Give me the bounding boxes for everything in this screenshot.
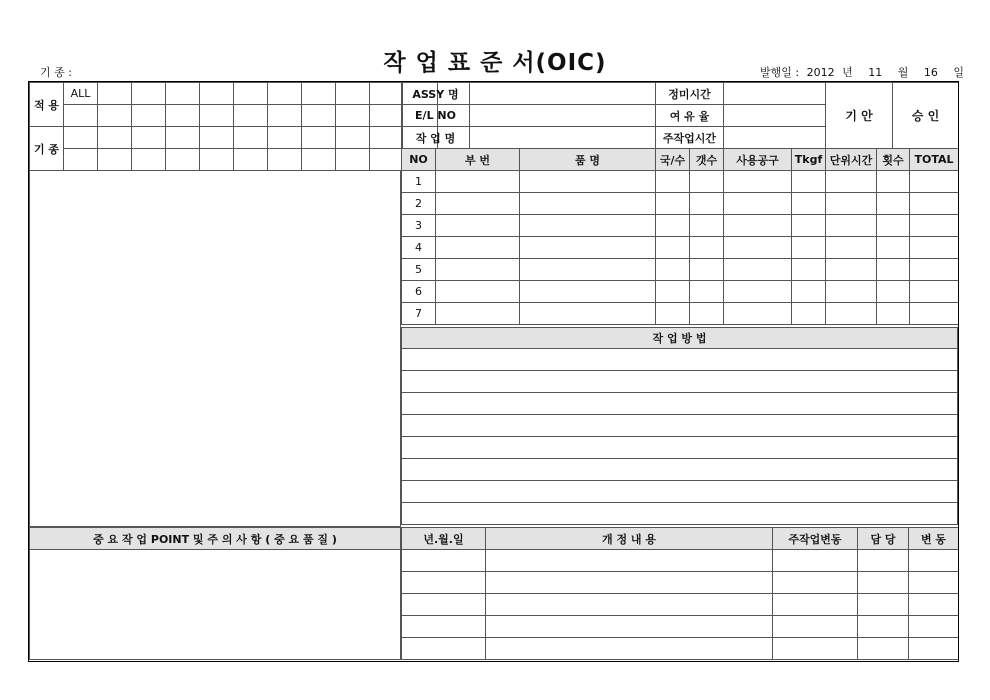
parts-row-number: 2 [402,193,436,215]
revision-row [402,572,959,594]
method-line [402,459,958,481]
parts-row-number: 1 [402,171,436,193]
parts-cell[interactable] [690,281,724,303]
parts-cell[interactable] [690,215,724,237]
parts-cell[interactable] [910,281,959,303]
parts-row [402,193,959,215]
grid-cell[interactable] [370,83,403,105]
method-line [402,349,958,371]
net-time-label: 정미시간 [656,83,724,105]
parts-cell[interactable] [690,259,724,281]
grid-cell[interactable] [370,127,403,149]
parts-cell[interactable] [724,237,792,259]
grid-cell[interactable] [302,83,336,105]
revision-cell[interactable] [773,616,858,638]
grid-cell[interactable] [132,127,166,149]
parts-cell[interactable] [436,171,520,193]
parts-cell[interactable] [877,215,910,237]
parts-cell[interactable] [520,281,656,303]
parts-cell[interactable] [910,215,959,237]
grid-cell[interactable] [200,149,234,171]
parts-cell[interactable] [910,303,959,325]
method-line [402,371,958,393]
method-line [402,481,958,503]
revision-header-cell: 변 동 [909,528,959,550]
parts-cell[interactable] [792,215,826,237]
parts-cell[interactable] [690,303,724,325]
revision-row [402,616,959,638]
revision-cell[interactable] [773,594,858,616]
revision-cell[interactable] [402,594,486,616]
parts-row-number: 4 [402,237,436,259]
parts-cell[interactable] [826,237,877,259]
parts-row [402,259,959,281]
point-table [29,527,401,660]
parts-cell[interactable] [656,215,690,237]
parts-cell[interactable] [656,193,690,215]
parts-cell[interactable] [826,193,877,215]
grid-cell[interactable] [200,83,234,105]
parts-row [402,171,959,193]
assy-label: ASSY 명 [402,83,470,105]
grid-cell[interactable] [64,105,98,127]
issue-year: 2012 [806,66,835,79]
parts-cell[interactable] [792,171,826,193]
revision-table [401,527,959,660]
grid-cell[interactable] [166,149,200,171]
parts-row-number: 7 [402,303,436,325]
parts-cell[interactable] [436,259,520,281]
el-no-value[interactable] [470,105,656,127]
point-content[interactable] [30,550,401,660]
main-time-label: 주작업시간 [656,127,724,149]
parts-cell[interactable] [910,237,959,259]
grid-cell[interactable] [336,127,370,149]
parts-cell[interactable] [724,215,792,237]
grid-cell[interactable] [98,149,132,171]
method-line [402,437,958,459]
revision-row [402,594,959,616]
grid-cell[interactable] [234,105,268,127]
parts-header-cell: 부 번 [436,149,520,171]
method-line [402,393,958,415]
method-title: 작 업 방 법 [402,328,958,349]
parts-header-cell: 품 명 [520,149,656,171]
revision-cell[interactable] [486,550,773,572]
grid-cell[interactable] [302,149,336,171]
grid-cell[interactable] [64,149,98,171]
revision-header-row [402,528,959,550]
parts-cell[interactable] [520,171,656,193]
approve-label: 승 인 [893,83,959,149]
method-line-cell[interactable] [402,437,958,459]
method-line-cell[interactable] [402,459,958,481]
parts-cell[interactable] [724,303,792,325]
parts-header-cell: 국/수 [656,149,690,171]
parts-row-number: 3 [402,215,436,237]
parts-cell[interactable] [826,303,877,325]
issue-day-unit: 일 [953,66,965,79]
revision-header-cell: 주작업변동 [773,528,858,550]
parts-header-cell: 횟수 [877,149,910,171]
method-table [401,327,958,525]
parts-row [402,237,959,259]
grid-cell[interactable] [234,127,268,149]
parts-row [402,215,959,237]
point-title: 중 요 작 업 POINT 및 주 의 사 항 ( 중 요 품 질 ) [30,528,401,550]
parts-cell[interactable] [436,237,520,259]
parts-cell[interactable] [520,303,656,325]
method-line-cell[interactable] [402,371,958,393]
method-line-cell[interactable] [402,481,958,503]
parts-cell[interactable] [910,171,959,193]
parts-cell[interactable] [656,171,690,193]
parts-cell[interactable] [690,237,724,259]
revision-header-cell: 담 당 [858,528,909,550]
parts-cell[interactable] [724,171,792,193]
parts-header-cell: NO [402,149,436,171]
revision-cell[interactable] [858,572,909,594]
revision-cell[interactable] [858,594,909,616]
grid-cell[interactable] [336,105,370,127]
grid-cell[interactable] [98,127,132,149]
allowance-label: 여 유 율 [656,105,724,127]
revision-cell[interactable] [909,594,959,616]
issue-label: 발행일 : [760,66,800,79]
parts-cell[interactable] [826,281,877,303]
parts-cell[interactable] [690,171,724,193]
revision-cell[interactable] [909,638,959,660]
parts-cell[interactable] [656,237,690,259]
grid-cell[interactable] [370,105,403,127]
revision-cell[interactable] [402,616,486,638]
parts-header-cell: 단위시간 [826,149,877,171]
model-label: 기 종 : [40,66,72,79]
model-row-label: 기 종 [30,127,64,171]
parts-cell[interactable] [792,193,826,215]
grid-cell[interactable] [370,149,403,171]
revision-cell[interactable] [402,550,486,572]
parts-cell[interactable] [877,171,910,193]
method-line-cell[interactable] [402,393,958,415]
revision-cell[interactable] [909,616,959,638]
el-no-label: E/L NO [402,105,470,127]
grid-cell[interactable] [234,83,268,105]
parts-row-number: 5 [402,259,436,281]
parts-cell[interactable] [792,303,826,325]
parts-cell[interactable] [656,303,690,325]
parts-cell[interactable] [724,281,792,303]
work-name-label: 작 업 명 [402,127,470,149]
parts-cell[interactable] [520,259,656,281]
revision-cell[interactable] [486,616,773,638]
revision-cell[interactable] [773,638,858,660]
parts-row [402,303,959,325]
draft-label: 기 안 [826,83,893,149]
revision-row [402,550,959,572]
revision-header-cell: 개 정 내 용 [486,528,773,550]
issue-month-unit: 월 [897,66,909,79]
parts-cell[interactable] [656,281,690,303]
revision-cell[interactable] [486,572,773,594]
parts-header-cell: 갯수 [690,149,724,171]
parts-cell[interactable] [910,193,959,215]
grid-cell[interactable] [166,105,200,127]
parts-header-cell: Tkgf [792,149,826,171]
revision-cell[interactable] [486,638,773,660]
revision-row [402,638,959,660]
grid-cell[interactable] [166,83,200,105]
revision-cell[interactable] [858,638,909,660]
parts-cell[interactable] [792,259,826,281]
parts-cell[interactable] [826,259,877,281]
parts-header-row [402,149,959,171]
issue-month: 11 [868,66,883,79]
grid-cell[interactable] [132,105,166,127]
method-line-cell[interactable] [402,503,958,525]
apply-all-cell[interactable]: ALL [64,83,98,105]
grid-cell[interactable] [268,149,302,171]
applicable-models-grid [29,82,438,171]
drawing-area[interactable] [29,170,401,527]
revision-cell[interactable] [773,550,858,572]
parts-cell[interactable] [436,303,520,325]
grid-cell[interactable] [268,127,302,149]
issue-year-unit: 년 [842,66,853,79]
net-time-value[interactable] [724,83,826,105]
parts-row-number: 6 [402,281,436,303]
work-name-value[interactable] [470,127,656,149]
parts-cell[interactable] [877,303,910,325]
grid-cell[interactable] [234,149,268,171]
parts-cell[interactable] [724,259,792,281]
parts-cell[interactable] [520,193,656,215]
parts-cell[interactable] [520,215,656,237]
parts-cell[interactable] [877,281,910,303]
parts-cell[interactable] [436,215,520,237]
grid-cell[interactable] [166,127,200,149]
revision-header-cell: 년.월.일 [402,528,486,550]
parts-cell[interactable] [792,237,826,259]
revision-cell[interactable] [402,572,486,594]
method-line-cell[interactable] [402,349,958,371]
grid-cell[interactable] [302,127,336,149]
grid-cell[interactable] [132,149,166,171]
grid-cell[interactable] [336,149,370,171]
parts-cell[interactable] [724,193,792,215]
parts-cell[interactable] [910,259,959,281]
grid-cell[interactable] [336,83,370,105]
assy-value[interactable] [470,83,656,105]
grid-cell[interactable] [98,105,132,127]
grid-cell[interactable] [268,105,302,127]
revision-cell[interactable] [773,572,858,594]
parts-cell[interactable] [690,193,724,215]
parts-table [401,148,959,325]
method-line [402,503,958,525]
revision-cell[interactable] [858,616,909,638]
revision-cell[interactable] [486,594,773,616]
apply-label: 적 용 [30,83,64,127]
document-title: 작 업 표 준 서(OIC) [383,50,607,76]
grid-cell[interactable] [200,105,234,127]
parts-cell[interactable] [877,259,910,281]
grid-cell[interactable] [302,105,336,127]
grid-cell[interactable] [268,83,302,105]
parts-cell[interactable] [656,259,690,281]
parts-cell[interactable] [436,193,520,215]
revision-cell[interactable] [909,572,959,594]
method-line-cell[interactable] [402,415,958,437]
parts-cell[interactable] [877,237,910,259]
parts-header-cell: TOTAL [910,149,959,171]
allowance-value[interactable] [724,105,826,127]
revision-cell[interactable] [402,638,486,660]
parts-cell[interactable] [436,281,520,303]
parts-row [402,281,959,303]
parts-cell[interactable] [877,193,910,215]
issue-date [760,64,964,80]
parts-header-cell: 사용공구 [724,149,792,171]
info-table [401,82,959,149]
method-line [402,415,958,437]
revision-cell[interactable] [909,550,959,572]
parts-cell[interactable] [826,171,877,193]
grid-cell[interactable] [98,83,132,105]
issue-day: 16 [923,66,938,79]
parts-cell[interactable] [792,281,826,303]
main-time-value[interactable] [724,127,826,149]
revision-cell[interactable] [858,550,909,572]
parts-cell[interactable] [826,215,877,237]
grid-cell[interactable] [64,127,98,149]
grid-cell[interactable] [132,83,166,105]
grid-cell[interactable] [200,127,234,149]
parts-cell[interactable] [520,237,656,259]
